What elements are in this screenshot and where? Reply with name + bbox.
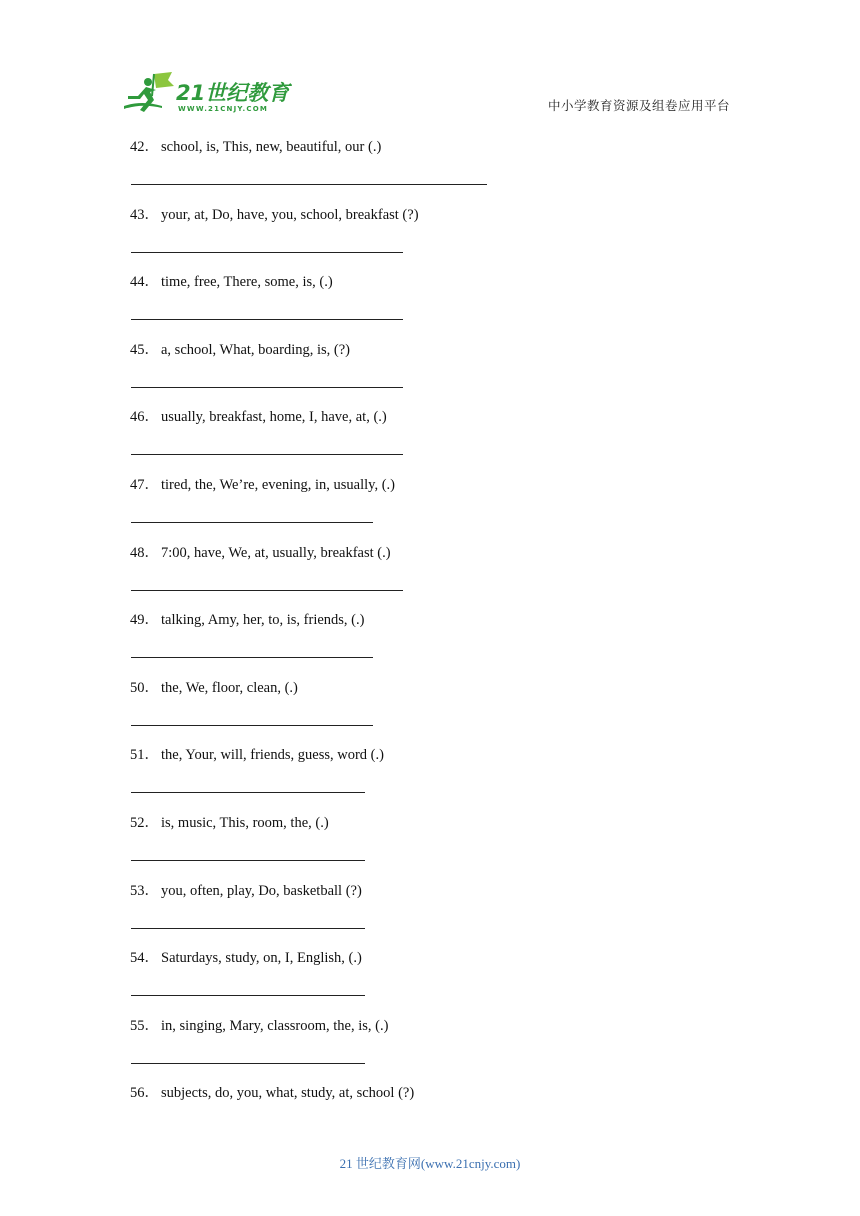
answer-line[interactable]: [131, 454, 403, 455]
question-item: [130, 475, 730, 543]
question-item: [130, 1083, 730, 1151]
answer-line[interactable]: [131, 184, 487, 185]
answer-line[interactable]: [131, 792, 365, 793]
question-item: [130, 272, 730, 340]
question-text: [130, 745, 384, 765]
question-item: [130, 745, 730, 813]
question-number: 49．: [130, 612, 159, 629]
question-text: [130, 340, 350, 360]
question-item: [130, 948, 730, 1016]
question-number: 50．: [130, 679, 159, 696]
question-text: [130, 948, 362, 968]
question-text: [130, 1083, 414, 1103]
question-text: [130, 205, 419, 225]
answer-line[interactable]: [131, 522, 373, 523]
scrambled-words: the, We, floor, clean, (.): [161, 679, 298, 696]
answer-line[interactable]: [131, 995, 365, 996]
scrambled-words: your, at, Do, have, you, school, breakfast (?): [161, 206, 419, 223]
answer-line[interactable]: [131, 387, 403, 388]
question-item: [130, 205, 730, 273]
scrambled-words: you, often, play, Do, basketball (?): [161, 882, 362, 899]
question-number: 43．: [130, 206, 159, 223]
question-list: [130, 137, 730, 1151]
question-number: 44．: [130, 274, 159, 291]
question-number: 54．: [130, 950, 159, 967]
answer-line[interactable]: [131, 590, 403, 591]
question-text: [130, 678, 298, 698]
question-number: 51．: [130, 747, 159, 764]
question-item: [130, 813, 730, 881]
question-item: [130, 137, 730, 205]
scrambled-words: Saturdays, study, on, I, English, (.): [161, 950, 362, 967]
question-number: 55．: [130, 1017, 159, 1034]
question-number: 53．: [130, 882, 159, 899]
answer-line[interactable]: [131, 860, 365, 861]
scrambled-words: time, free, There, some, is, (.): [161, 274, 333, 291]
question-item: [130, 881, 730, 949]
scrambled-words: usually, breakfast, home, I, have, at, (.): [161, 409, 387, 426]
scrambled-words: is, music, This, room, the, (.): [161, 814, 329, 831]
scrambled-words: a, school, What, boarding, is, (?): [161, 341, 350, 358]
scrambled-words: 7:00, have, We, at, usually, breakfast (.): [161, 544, 391, 561]
question-text: [130, 407, 387, 427]
scrambled-words: school, is, This, new, beautiful, our (.): [161, 139, 382, 155]
question-text: [130, 475, 395, 495]
page-header: [0, 0, 860, 130]
scrambled-words: in, singing, Mary, classroom, the, is, (.): [161, 1017, 389, 1034]
question-number: 56．: [130, 1085, 159, 1102]
page-footer: 21 世纪教育网(www.21cnjy.com): [339, 1156, 521, 1171]
question-number: 47．: [130, 476, 159, 493]
question-text: [130, 137, 381, 157]
scrambled-words: subjects, do, you, what, study, at, school (?): [161, 1085, 415, 1102]
answer-line[interactable]: [131, 725, 373, 726]
question-number: 52．: [130, 814, 159, 831]
svg-text:WWW.21CNJY.COM: WWW.21CNJY.COM: [178, 105, 269, 113]
question-number: 46．: [130, 409, 159, 426]
question-number: 48．: [130, 544, 159, 561]
question-number: 45．: [130, 341, 159, 358]
question-item: [130, 678, 730, 746]
platform-slogan: 中小学教育资源及组卷应用平台: [548, 98, 731, 113]
question-number: 42．: [130, 139, 159, 155]
question-text: [130, 813, 329, 833]
question-text: [130, 543, 391, 563]
scrambled-words: talking, Amy, her, to, is, friends, (.): [161, 612, 365, 629]
question-text: [130, 881, 362, 901]
question-item: [130, 1016, 730, 1084]
runner-logo-icon: [122, 70, 292, 118]
answer-line[interactable]: [131, 319, 403, 320]
question-text: [130, 1016, 388, 1036]
svg-text:21世纪教育: 21世纪教育: [176, 81, 290, 105]
question-item: [130, 610, 730, 678]
scrambled-words: tired, the, We’re, evening, in, usually, (.): [161, 476, 395, 493]
question-text: [130, 610, 364, 630]
question-text: [130, 272, 333, 292]
question-item: [130, 340, 730, 408]
answer-line[interactable]: [131, 928, 365, 929]
question-item: [130, 407, 730, 475]
answer-line[interactable]: [131, 1063, 365, 1064]
answer-line[interactable]: [131, 657, 373, 658]
answer-line[interactable]: [131, 252, 403, 253]
scrambled-words: the, Your, will, friends, guess, word (.): [161, 747, 384, 764]
question-item: [130, 543, 730, 611]
brand-logo: [122, 70, 292, 118]
